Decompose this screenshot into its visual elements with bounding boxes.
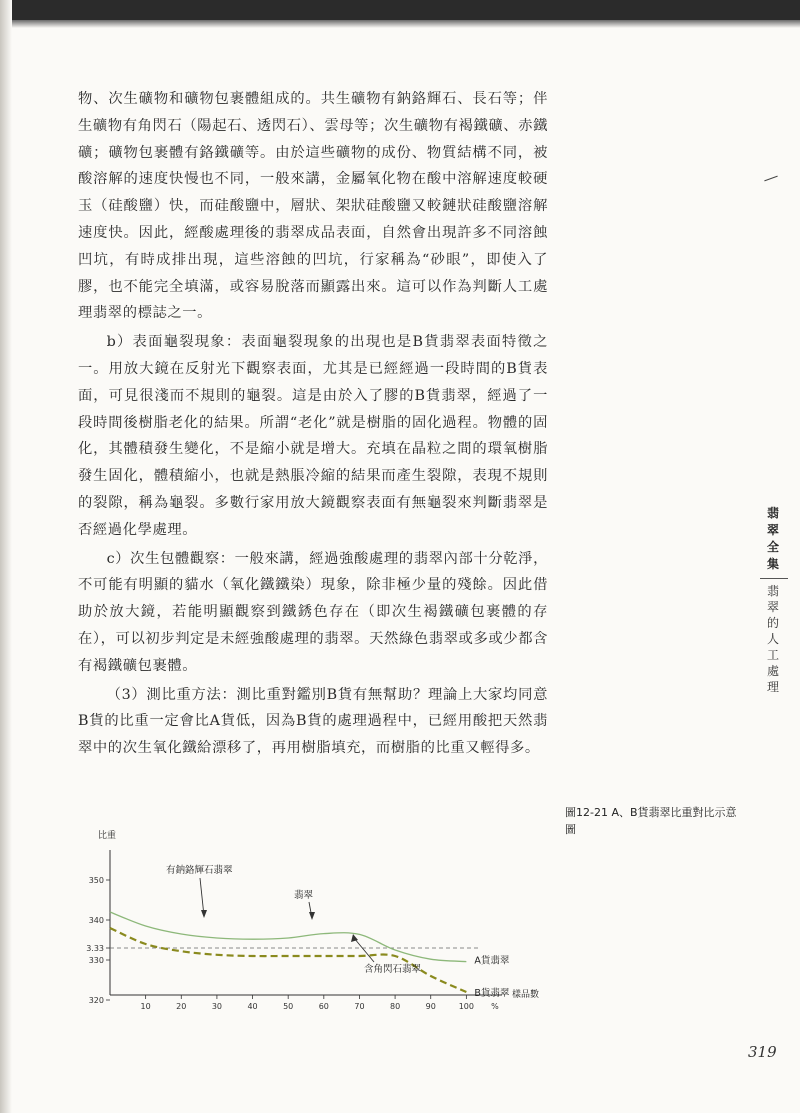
x-tick-label: 70 — [354, 1002, 365, 1011]
scan-top-shadow — [0, 20, 800, 28]
x-tick-label: 30 — [211, 1002, 223, 1011]
x-tick-label: 100 — [458, 1002, 475, 1011]
paragraph-specific-gravity: （3）測比重方法：測比重對鑑別B貨有無幫助？理論上大家均同意B貨的比重一定會比A貨低，因為B貨的處理過程中，已經用酸把天然翡翠中的次生氧化鐵給漂移了，再用樹脂填充，而樹脂的比重又輕得多。 — [78, 686, 548, 757]
annotation-amphibole-jadeite: 含角閃石翡翠 — [364, 964, 422, 975]
annotation-arrowhead — [201, 910, 207, 918]
y-tick-label: 350 — [88, 876, 104, 885]
x-unit-label: % — [491, 1002, 499, 1011]
x-tick-label: 60 — [318, 1002, 329, 1011]
paragraph-inclusions: c）次生包體觀察：一般來講，經過強酸處理的翡翠內部十分乾淨，不可能有明顯的貓水（氧化鐵鐵染）現象，除非極少量的殘餘。因此借助於放大鏡，若能明顯觀察到鐵銹色存在（即次生褐鐵礦包裹體的存在），可以初步判定是未經強酸處理的翡翠。天然綠色翡翠或多或少都含有褐鐵礦包裹體。 — [78, 550, 548, 674]
paragraph-surface-pits: 物、次生礦物和礦物包裹體組成的。共生礦物有鈉鉻輝石、長石等；伴生礦物有角閃石（陽起石、透閃石）、雲母等；次生礦物有褐鐵礦、赤鐵礦；礦物包裹體有鉻鐵礦等。由於這些礦物的成份、物質結構不同，被酸溶解的速度快慢也不同，一般來講，金屬氧化物在酸中溶解速度較硬玉（硅酸鹽）快，而硅酸鹽中，層狀、架狀硅酸鹽又較鏈狀硅酸鹽溶解速度快。因此，經酸處理後的翡翠成品表面，自然會出現許多不同溶蝕凹坑，有時成排出現，這些溶蝕的凹坑，行家稱為“砂眼”，即使入了膠，也不能完全填滿，或容易脫落而顯露出來。這可以作為判斷人工處理翡翠的標誌之一。 — [78, 91, 548, 322]
y-tick-label: 3.33 — [86, 944, 104, 953]
sidebar-book-title: 翡翠全集 — [766, 506, 779, 571]
margin-mark — [764, 176, 777, 182]
x-axis-label: 樣品數 — [512, 990, 540, 1000]
figure-caption: 圖12-21 A、B貨翡翠比重對比示意圖 — [565, 806, 737, 836]
page-number: 319 — [748, 1043, 777, 1061]
sidebar-chapter-title: 翡翠的人工處理 — [766, 584, 779, 694]
y-axis-label: 比重 — [98, 831, 117, 841]
series-b-label: B貨翡翠 — [474, 988, 510, 999]
annotation-jadeite-kosmochlor: 有鈉鉻輝石翡翠 — [166, 865, 233, 876]
series-a-label: A貨翡翠 — [474, 955, 510, 967]
body-text — [78, 86, 548, 762]
annotation-arrow — [354, 938, 374, 962]
x-tick-label: 90 — [425, 1002, 436, 1011]
x-tick-label: 50 — [283, 1002, 294, 1011]
annotation-arrowhead — [309, 912, 315, 920]
x-tick-label: 20 — [176, 1002, 187, 1011]
scan-top-edge — [0, 0, 800, 20]
annotation-jadeite: 翡翠 — [294, 890, 314, 901]
paragraph-surface-cracks: b）表面龜裂現象：表面龜裂現象的出現也是B貨翡翠表面特徵之一。用放大鏡在反射光下觀察表面，尤其是已經經過一段時間的B貨表面，可見很淺而不規則的龜裂。這是由於入了膠的B貨翡翠，經過了一段時間後樹脂老化的結果。所謂“老化”就是樹脂的固化過程。物體的固化，其體積發生變化，不是縮小就是增大。充填在晶粒之間的環氧樹脂發生固化，體積縮小，也就是熱脹冷縮的結果而產生裂隙，表現不規則的裂隙，稱為龜裂。多數行家用放大鏡觀察表面有無龜裂來判斷翡翠是否經過化學處理。 — [78, 334, 548, 538]
chart-canvas — [72, 820, 552, 1020]
x-tick-label: 10 — [140, 1002, 151, 1011]
x-tick-label: 40 — [247, 1002, 258, 1011]
y-tick-label: 340 — [88, 916, 104, 925]
y-tick-label: 320 — [88, 996, 104, 1005]
binding-gutter — [0, 0, 12, 1113]
y-tick-label: 330 — [88, 956, 104, 965]
specific-gravity-chart — [72, 820, 552, 1020]
sidebar-divider — [760, 578, 788, 579]
series-a-line — [110, 912, 466, 962]
x-tick-label: 80 — [389, 1002, 401, 1011]
annotation-arrowhead — [351, 934, 358, 942]
